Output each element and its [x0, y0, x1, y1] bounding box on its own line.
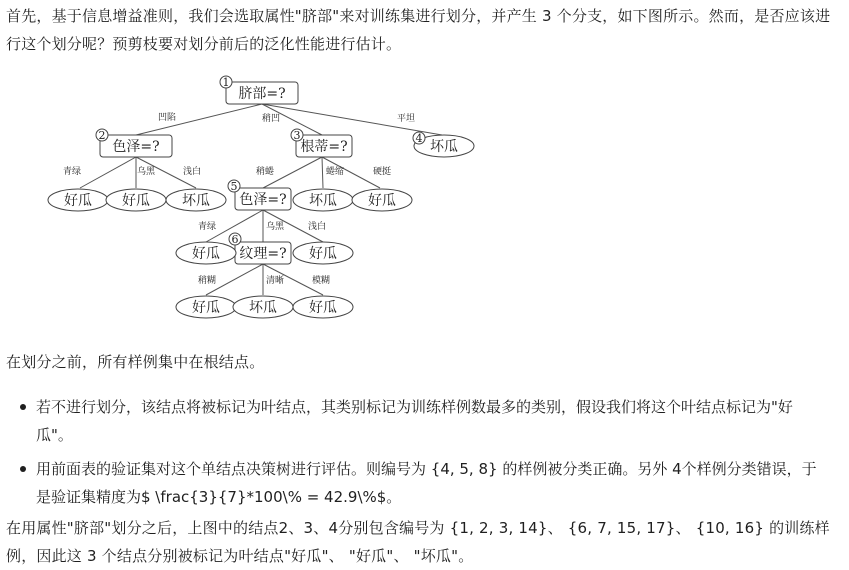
node-number: 1: [222, 76, 230, 89]
leaf-label: 好瓜: [368, 193, 396, 209]
leaf-label: 好瓜: [122, 193, 150, 209]
node-number: 4: [415, 132, 423, 145]
leaf-label: 坏瓜: [309, 193, 337, 209]
edge-label: 浅白: [183, 167, 202, 177]
node-number: 2: [98, 129, 106, 142]
leaf-label: 好瓜: [192, 246, 220, 262]
node-label: 色泽=?: [112, 139, 160, 155]
intro-paragraph: 首先，基于信息增益准则，我们会选取属性"脐部"来对训练集进行划分，并产生 3 个分支，如下图所示。然而，是否应该进行这个划分呢？预剪枝要对划分前后的泛化性能进行估计。: [6, 7, 831, 53]
bullet-text: 用前面表的验证集对这个单结点决策树进行评估。则编号为 {4, 5, 8} 的样例被分类正确。另外 4个样例分类错误，于是验证集精度为$ \frac{3}{7}*100\% = 42.9\%$。: [36, 460, 817, 506]
edge-label: 凹陷: [158, 113, 177, 123]
node-label: 纹理=?: [239, 246, 287, 262]
edge-label: 青绿: [63, 167, 82, 177]
edge-label: 青绿: [198, 222, 217, 232]
node-label: 色泽=?: [239, 192, 287, 208]
edge-label: 乌黑: [266, 222, 285, 232]
edge-3-b: [322, 157, 323, 188]
list-item: [20, 393, 820, 449]
node-label: 根蒂=?: [300, 139, 348, 155]
before-split-paragraph: 在划分之前，所有样例集中在根结点。: [6, 353, 265, 371]
leaf-label: 坏瓜: [430, 139, 458, 155]
edge-label: 硬挺: [373, 167, 392, 177]
leaf-label: 坏瓜: [182, 193, 210, 209]
edge-2-a: [80, 157, 136, 188]
node-label: 脐部=?: [238, 86, 286, 102]
edge-label: 稍蜷: [256, 167, 275, 177]
edge-label: 浅白: [308, 222, 327, 232]
list-item: [20, 455, 820, 511]
bullet-text: 若不进行划分，该结点将被标记为叶结点，其类别标记为训练样例数最多的类别，假设我们将这个叶结点标记为"好瓜"。: [36, 398, 793, 444]
bullet-dot: [20, 466, 26, 472]
leaf-label: 坏瓜: [249, 300, 277, 316]
leaf-label: 好瓜: [192, 300, 220, 316]
edge-label: 稍凹: [262, 114, 281, 124]
node-number: 5: [230, 180, 238, 193]
leaf-label: 好瓜: [309, 300, 337, 316]
node-number: 3: [293, 129, 301, 142]
node-number: 6: [231, 233, 239, 246]
edge-label: 模糊: [312, 276, 331, 286]
edge-1-2: [136, 104, 262, 135]
decision-tree-diagram: [30, 70, 490, 330]
bullet-dot: [20, 404, 26, 410]
edge-label: 稍糊: [198, 276, 217, 286]
bullet-list: [20, 393, 820, 517]
edge-label: 清晰: [266, 276, 285, 286]
after-split-paragraph: 在用属性"脐部"划分之后，上图中的结点2、3、4分别包含编号为 {1, 2, 3, 14}、 {6, 7, 15, 17}、 {10, 16} 的训练样例，因此这 3 个结点分别被标记为叶结点"好瓜"、 "好瓜"、 "坏瓜"。: [6, 519, 830, 565]
edge-label: 蜷缩: [326, 167, 345, 177]
edge-label: 平坦: [397, 114, 416, 124]
edge-label: 乌黑: [137, 167, 156, 177]
leaf-label: 好瓜: [309, 246, 337, 262]
leaf-label: 好瓜: [64, 193, 92, 209]
